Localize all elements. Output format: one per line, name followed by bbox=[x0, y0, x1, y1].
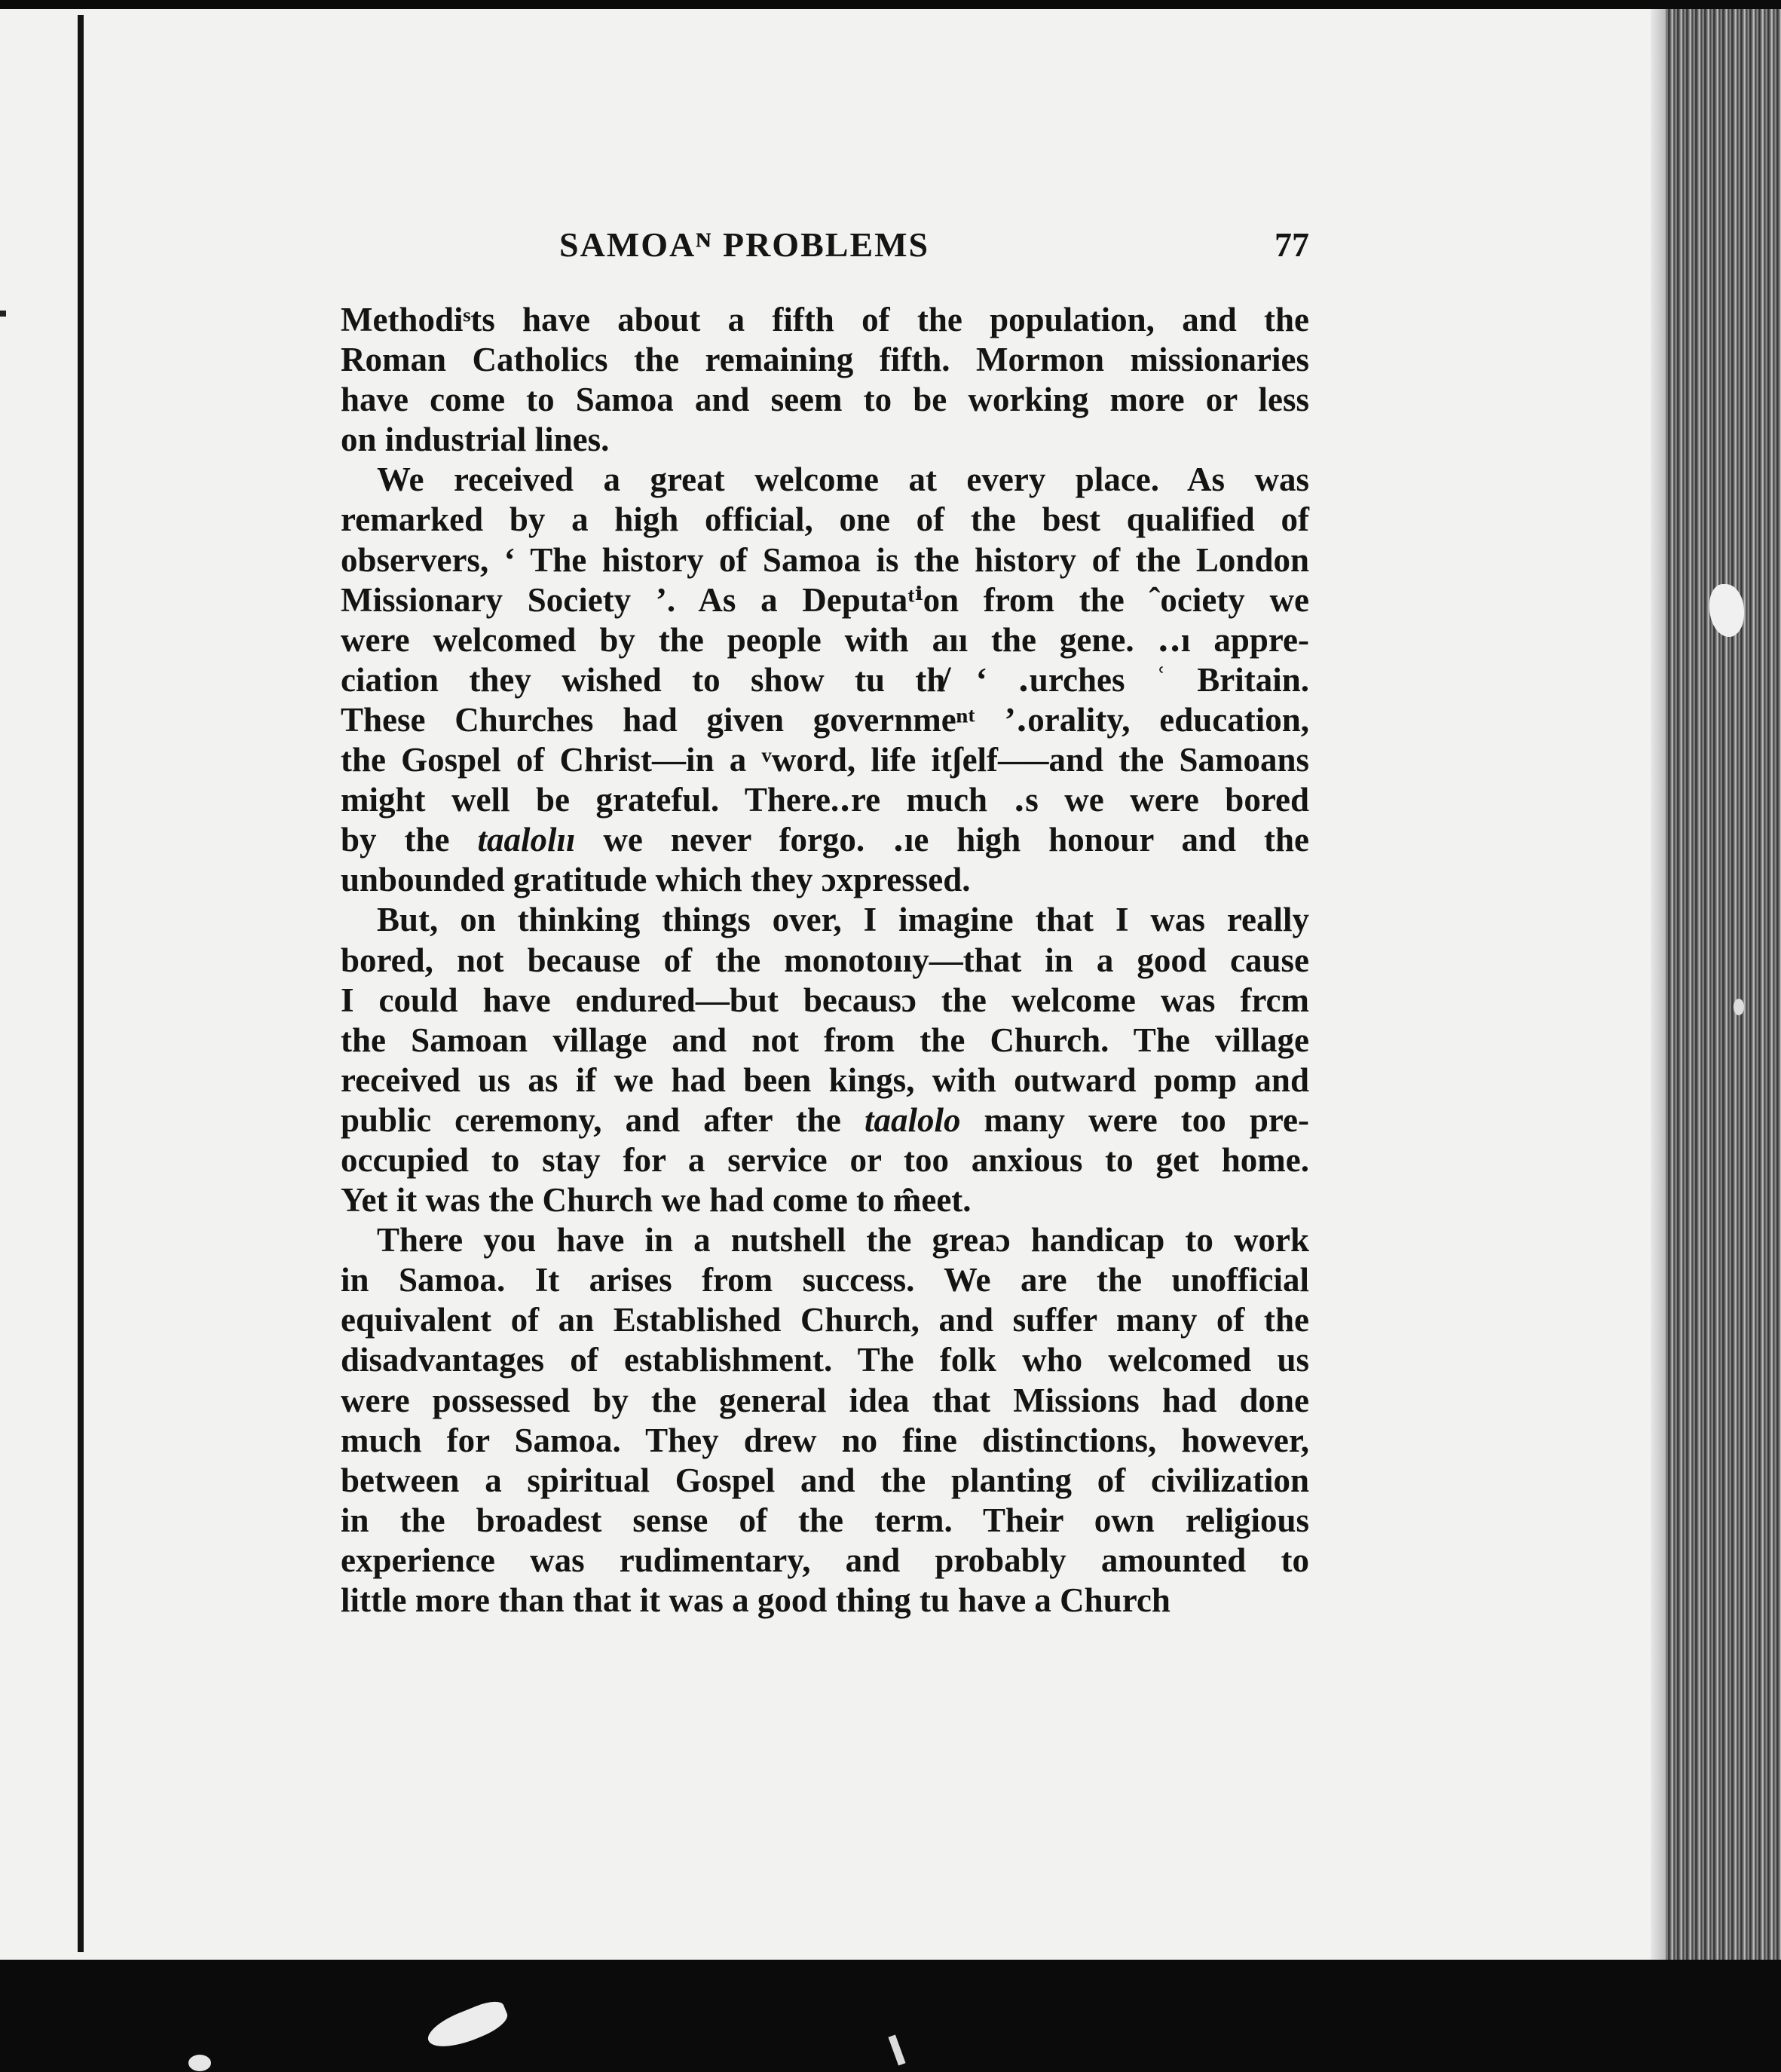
text-line: These Churches had given governmeⁿᵗ ’․orality, education, bbox=[341, 700, 1309, 739]
text-line: Roman Catholics the remaining fifth. Mormon missionaries bbox=[341, 341, 1309, 379]
text-line: were possessed by the general idea that Missions had done bbox=[341, 1381, 1309, 1419]
text-line: received us as if we had been kings, with outward pomp and bbox=[341, 1060, 1309, 1099]
text-line: might well be grateful. There.․re much ․s we were bored bbox=[341, 781, 1309, 819]
text-line: occupied to stay for a service or too anxious to get home. bbox=[341, 1140, 1309, 1179]
paragraph-2 bbox=[341, 460, 1309, 900]
text-line: in the broadest sense of the term. Their own religious bbox=[341, 1501, 1309, 1539]
text-line: observers, ‘ The history of Samoa is the history of the London bbox=[341, 540, 1309, 579]
scan-blot bbox=[888, 2034, 905, 2065]
text-line: equivalent of an Established Church, and suffer many of the bbox=[341, 1301, 1309, 1339]
text-line: on industrial lines. bbox=[341, 421, 610, 459]
text-line: unbounded gratitude which they ɔxpressed. bbox=[341, 861, 971, 899]
scan-speck bbox=[0, 311, 6, 317]
paragraph-1 bbox=[341, 300, 1309, 460]
text-line: the Gospel of Christ—in a ᵛword, life itʃelf—‒and the Samoans bbox=[341, 741, 1309, 779]
text-line: bored, not because of the monotoııy—that in a good cause bbox=[341, 941, 1309, 979]
text-line: We received a great welcome at every place. As was bbox=[377, 461, 1309, 499]
text-line: between a spiritual Gospel and the planting of civilization bbox=[341, 1461, 1309, 1499]
text-line: Missionary Society ’. As a Deputaᵗⁱon from the ˆociety we bbox=[341, 580, 1309, 619]
text-line: in Samoa. It arises from success. We are the unofficial bbox=[341, 1261, 1309, 1299]
scan-blot bbox=[424, 1997, 512, 2055]
running-head: SAMOAᴺ PROBLEMS bbox=[559, 225, 930, 264]
text-line: the Samoan village and not from the Church. The village bbox=[341, 1021, 1309, 1059]
text-line: ciation they wished to show tu th̸ ‘ ․urches ʿ Britain. bbox=[341, 660, 1309, 699]
text-line: have come to Samoa and seem to be working more or less bbox=[341, 381, 1309, 419]
text-line: public ceremony, and after the taalolo many were too pre- bbox=[341, 1100, 1309, 1139]
page-number: 77 bbox=[1275, 225, 1309, 264]
text-line: Methodiˢts have about a fifth of the population, and the bbox=[341, 301, 1309, 338]
body-text bbox=[341, 300, 1309, 1621]
paragraph-3 bbox=[341, 900, 1309, 1220]
page-edges bbox=[1651, 9, 1781, 1960]
text-line: There you have in a nutshell the greaɔ handicap to work bbox=[377, 1221, 1309, 1259]
paragraph-4 bbox=[341, 1220, 1309, 1621]
text-line: disadvantages of establishment. The folk who welcomed us bbox=[341, 1341, 1309, 1379]
text-line: I could have endured—but becausɔ the welcome was frcm bbox=[341, 981, 1309, 1019]
binding-gutter-line bbox=[78, 15, 84, 1952]
text-line: little more than that it was a good thing tu have a Church bbox=[341, 1581, 1171, 1619]
text-line: were welcomed by the people with aıı the gene. ․․ı appre- bbox=[341, 620, 1309, 659]
text-line: by the taalolıı we never forgo. ․ıe high honour and the bbox=[341, 821, 1309, 859]
page-header bbox=[341, 225, 1309, 270]
scan-blot bbox=[188, 2055, 211, 2071]
text-line: much for Samoa. They drew no fine distinctions, however, bbox=[341, 1421, 1309, 1459]
text-line: Yet it was the Church we had come to m̑eet. bbox=[341, 1181, 972, 1220]
text-line: experience was rudimentary, and probably amounted to bbox=[341, 1541, 1309, 1579]
scan-blot bbox=[1734, 999, 1744, 1015]
text-line: remarked by a high official, one of the best qualified of bbox=[341, 500, 1309, 539]
text-line: But, on thinking things over, I imagine that I was really bbox=[377, 901, 1309, 939]
